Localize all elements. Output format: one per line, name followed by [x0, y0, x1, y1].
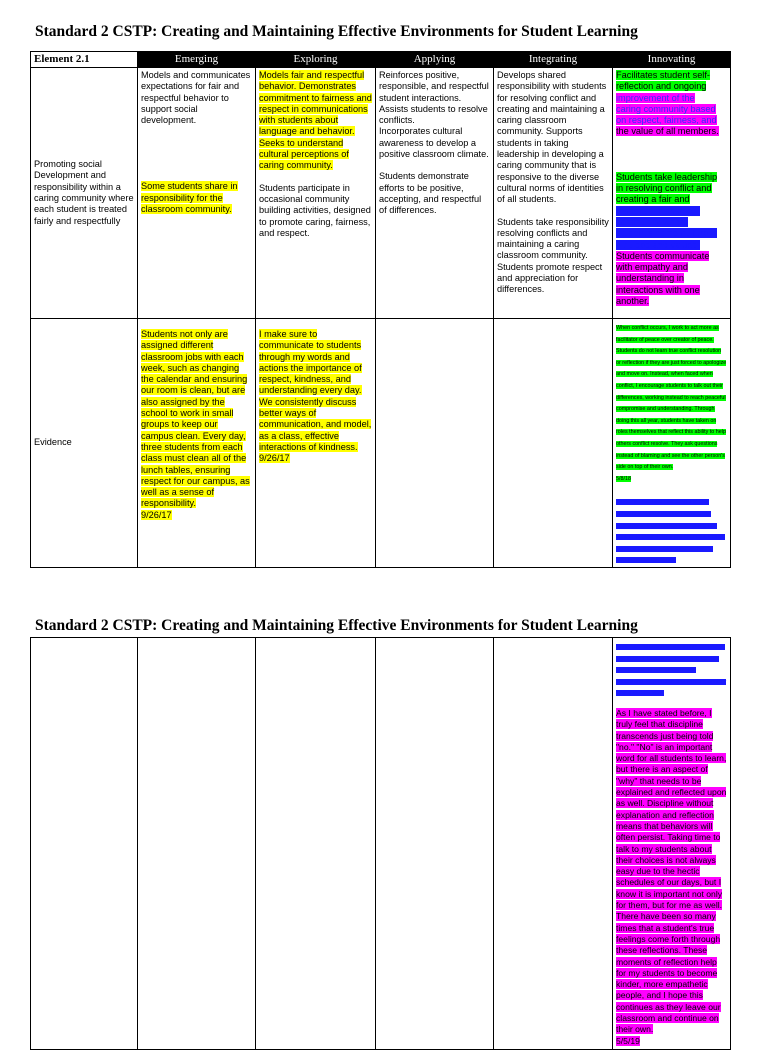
cell-empty: [256, 638, 376, 1050]
rubric-table: [30, 51, 731, 568]
cell-exploring: [256, 68, 376, 319]
innovating-highlight-green: Students take leadership: [616, 171, 718, 182]
innovating-highlight-blue: caring community based: [616, 103, 716, 114]
innovating-highlight-magenta: interactions with one: [616, 284, 700, 295]
emerging-text: Models and communicates expectations for fair and respectful behavior to support social development.: [141, 70, 251, 126]
evidence-innovating-magenta: As I have stated before, I truly feel that discipline transcends just being told "no." "No" is an important word for all students to learn, but there is an aspect of "why" that needs to be explained and reflected upon as well. Discipline without explanation and reflection means that behaviors will often persist. Taking time to talk to my students about their choices is not always easy due to the hectic schedules of our days, but I know it is important not only for them, but for me as well. There have been so many times that a student's true feelings come forth through these reflections. These moments of reflection help for my students to become kinder, more empathetic people, and I hope this continues as they leave our classroom and continue on their own.: [616, 707, 727, 1035]
cell-empty: [376, 638, 494, 1050]
innovating-highlight-green: in resolving conflict and: [616, 183, 712, 194]
element-description: Promoting social Development and responsibility within a caring community where each student is treated fairly and respectfully: [34, 159, 134, 226]
evidence-innovating-blue-continued: Continued reflection on classroom community and student leadership in resolving conflict, communicating with empathy and understanding in interactions with one another throughout the year.: [616, 644, 727, 697]
innovating-highlight-blue: respectful classroom: [616, 205, 701, 216]
innovating-highlight-blue: student's home culture is: [616, 228, 718, 239]
applying-text-2: Incorporates cultural awareness to develop a positive classroom climate.: [379, 126, 489, 160]
cell-empty: [31, 638, 138, 1050]
integrating-text-2: Students take responsibility resolving conflicts and maintaining a caring classroom community. Students promote respect and appreciation for differences.: [497, 216, 609, 295]
evidence-innovating-continued: [613, 638, 731, 1050]
cell-empty: [138, 638, 256, 1050]
innovating-highlight-magenta: Students communicate: [616, 250, 710, 261]
evidence-innovating-blue: Students have taken ownership of their behavior and the classroom community, reflecting on their choices and helping one another to grow. They show kindness, include peers, and support each other in making better choices every day.: [616, 499, 725, 564]
page-title: Standard 2 CSTP: Creating and Maintaining Effective Environments for Student Learning: [35, 23, 638, 40]
row-label: [31, 68, 138, 319]
cell-integrating: [494, 68, 613, 319]
row-label: [31, 319, 138, 568]
evidence-exploring: [256, 319, 376, 568]
evidence-exploring-date: 9/26/17: [259, 453, 290, 464]
evidence-innovating-green: When conflict occurs, I work to act more as facilitator of peace over creator of peace. Students do not learn true conflict resolution or reflection if they are just forced to apologize and move on. Instead, when faced when conflict, I encourage students to talk out their differences, working instead to reach peaceful compromise and understanding. Through doing this all year, students have taken on roles themselves that reflect this ability to help others conflict resolve. They ask questions instead of blaming and see the other person's side on top of their own.: [616, 325, 727, 471]
evidence-applying: [376, 319, 494, 568]
evidence-integrating: [494, 319, 613, 568]
innovating-highlight-green: creating a fair and: [616, 194, 690, 205]
cell-emerging: [138, 68, 256, 319]
cell-empty: [494, 638, 613, 1050]
cell-innovating: [613, 68, 731, 319]
cell-applying: [376, 68, 494, 319]
innovating-highlight-magenta: with empathy and: [616, 262, 689, 273]
evidence-emerging-date: 9/26/17: [141, 509, 172, 520]
innovating-highlight-blue: included and valued.: [616, 239, 701, 250]
innovating-highlight-blue: on respect, fairness, and: [616, 115, 717, 126]
evidence-exploring-text: I make sure to communicate to students through my words and actions the importance of respect, kindness, and understanding every day. We consistently discuss better ways of communication, and model, as a class, effective interactions of kindness.: [259, 329, 372, 452]
innovating-highlight-blue: improvement of the: [616, 92, 695, 103]
evidence-row-continued: [31, 638, 731, 1050]
page-title: Standard 2 CSTP: Creating and Maintaining Effective Environments for Student Learning: [35, 617, 638, 634]
applying-text-1: Reinforces positive, responsible, and respectful student interactions. Assists students to resolve conflicts.: [379, 70, 489, 126]
evidence-label: Evidence: [34, 437, 72, 448]
evidence-innovating: [613, 319, 731, 568]
rubric-table-continued: [30, 637, 731, 1050]
header-integrating: Integrating: [494, 52, 613, 68]
header-applying: Applying: [376, 52, 494, 68]
header-exploring: Exploring: [256, 52, 376, 68]
emerging-highlight: Some students share in responsibility for the classroom community.: [141, 181, 238, 215]
innovating-highlight-blue: community where: [616, 216, 688, 227]
innovating-highlight-magenta: another.: [616, 296, 650, 307]
innovating-highlight-green: Facilitates student self-reflection and ongoing: [616, 70, 710, 92]
evidence-row: [31, 319, 731, 568]
exploring-text: Students participate in occasional community building activities, designed to promote caring, fairness, and respect.: [259, 182, 371, 238]
header-row: [31, 52, 731, 68]
evidence-emerging: [138, 319, 256, 568]
evidence-emerging-text: Students not only are assigned different classroom jobs with each week, such as changing the calendar and ensuring our room is clean, but are also assigned by the school to work in small groups to keep our campus clean. Every day, three students from each class must clean all of the lunch tables, ensuring respect for our campus, as well as a sense of responsibility.: [141, 329, 250, 509]
innovating-highlight-magenta: understanding in: [616, 273, 684, 284]
applying-text-3: Students demonstrate efforts to be positive, accepting, and respectful of differences.: [379, 171, 482, 216]
exploring-highlight-2: Seeks to understand cultural perceptions of caring community.: [259, 137, 349, 171]
header-innovating: Innovating: [613, 52, 731, 68]
innovating-highlight-magenta: the value of all members.: [616, 126, 719, 137]
exploring-highlight-1: Models fair and respectful behavior. Demonstrates commitment to fairness and respect in communications with students about language and behavior.: [259, 70, 372, 137]
integrating-text-1: Develops shared responsibility with students for resolving conflict and creating and maintaining a caring classroom community. Supports students in taking leadership in developing a caring community that is responsive to the diverse cultural norms of identities of all students.: [497, 70, 607, 205]
element-label: Element 2.1: [31, 52, 138, 68]
header-emerging: Emerging: [138, 52, 256, 68]
evidence-innovating-magenta-date: 5/5/19: [616, 1035, 640, 1046]
evidence-innovating-green-date: 5/8/18: [616, 475, 631, 482]
descriptor-row: [31, 68, 731, 319]
